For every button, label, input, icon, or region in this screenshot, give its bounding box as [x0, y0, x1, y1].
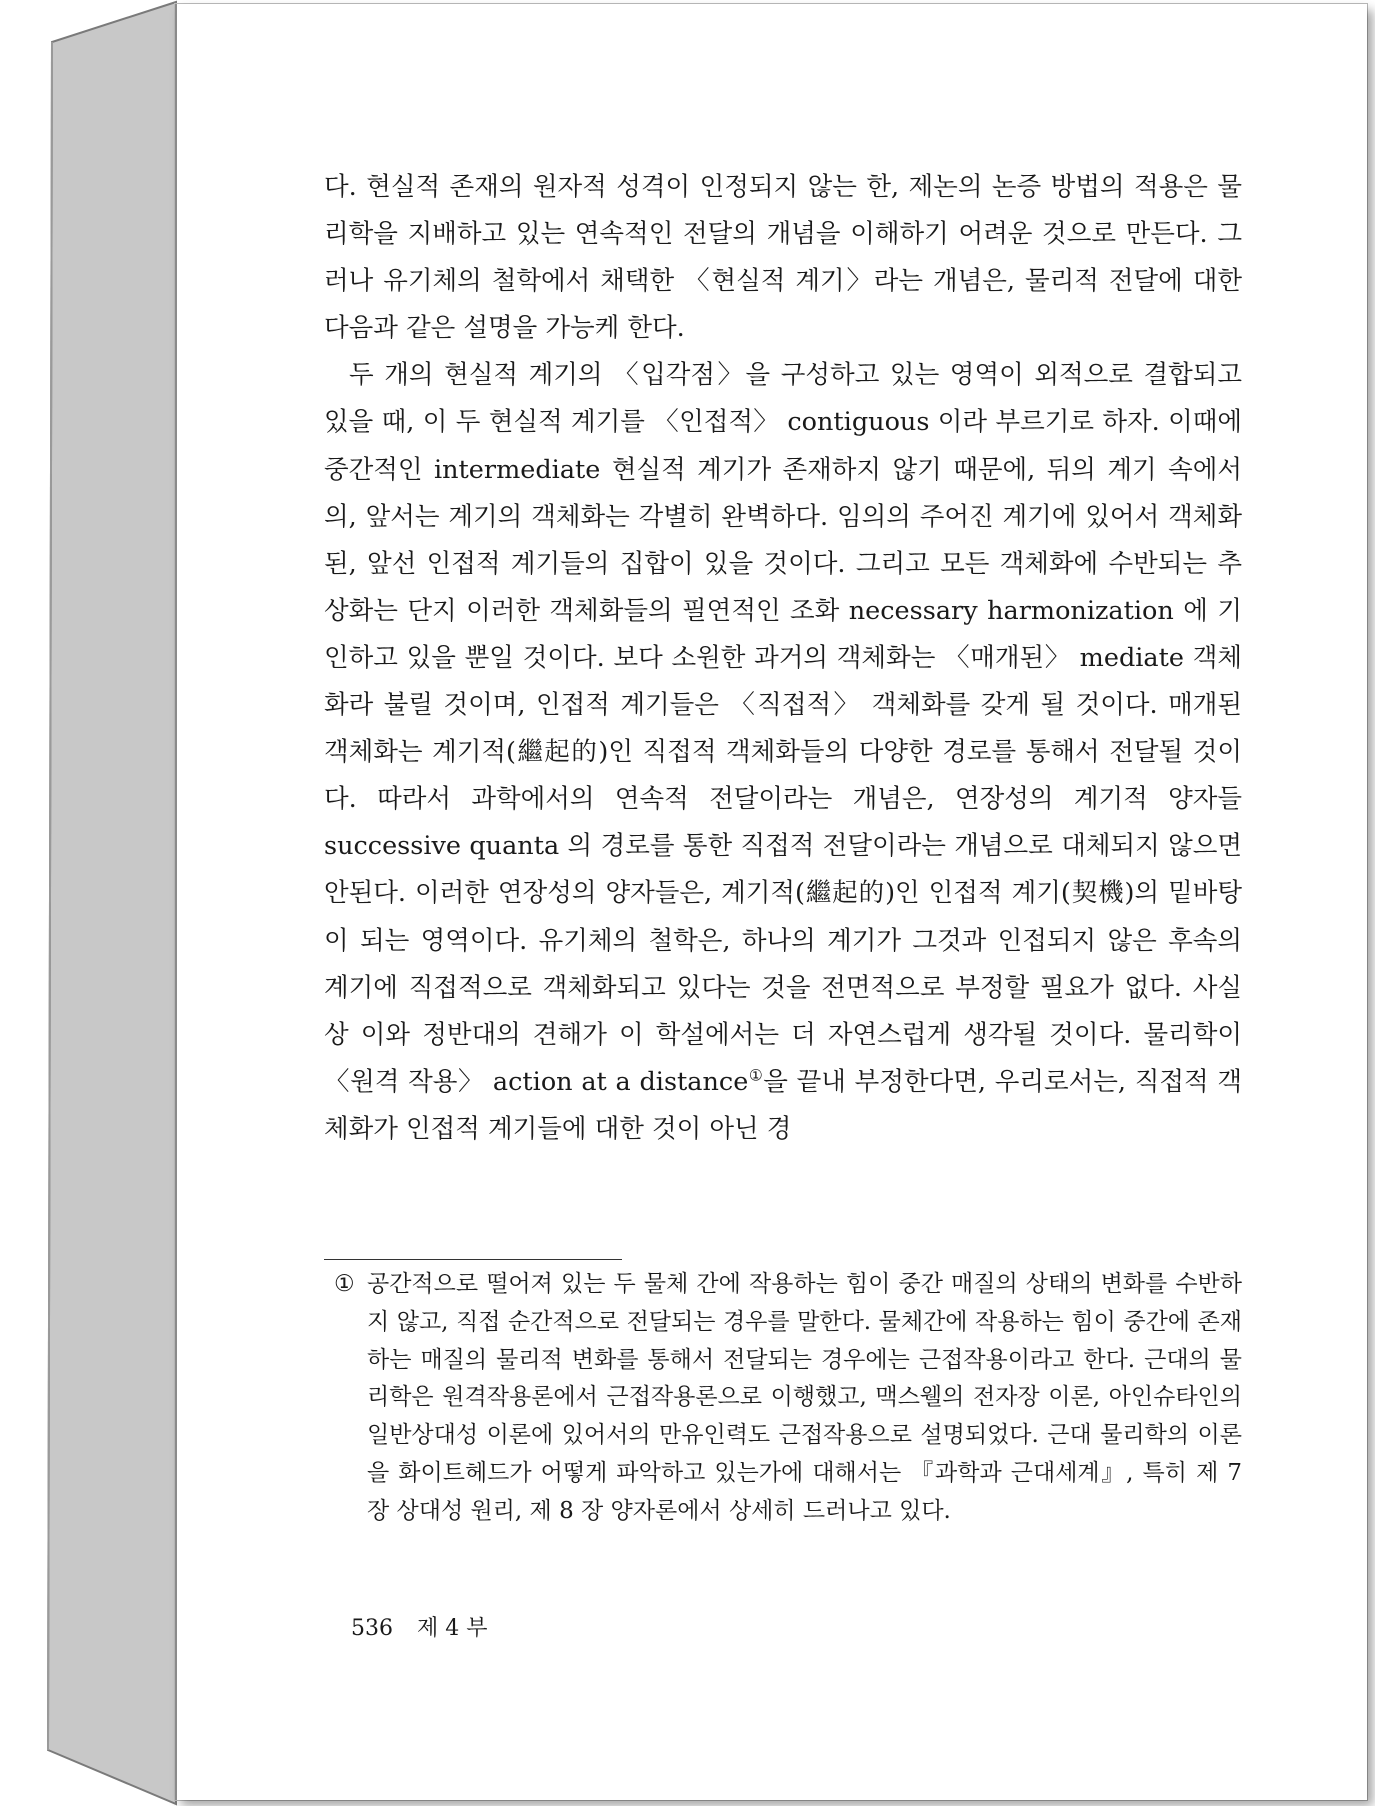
- footnote-text: 공간적으로 떨어져 있는 두 물체 간에 작용하는 힘이 중간 매질의 상태의 변화를 수반하지 않고, 직접 순간적으로 전달되는 경우를 말한다. 물체간에 작용하는 힘이 중간에 존재하는 매질의 물리적 변화를 통해서 전달되는 경우에는 근접작용이라고 한다. 근대의 물리학은 원격작용론에서 근접작용론으로 이행했고, 맥스웰의 전자장 이론, 아인슈타인의 일반상대성 이론에 있어서의 만유인력도 근접작용으로 설명되었다. 근대 물리학의 이론을 화이트헤드가 어떻게 파악하고 있는가에 대해서는 『과학과 근대세계』, 특히 제 7 장 상대성 원리, 제 8 장 양자론에서 상세히 드러나고 있다.: [367, 1271, 1242, 1524]
- page-footer: [351, 1611, 488, 1642]
- footnote-marker: ①: [334, 1271, 355, 1297]
- body-text: [324, 164, 1242, 1153]
- page-number: 536: [351, 1616, 393, 1641]
- paragraph-2: [324, 352, 1242, 1153]
- book-page: [175, 4, 1367, 1800]
- paragraph-1: 다. 현실적 존재의 원자적 성격이 인정되지 않는 한, 제논의 논증 방법의 적용은 물리학을 지배하고 있는 연속적인 전달의 개념을 이해하기 어려운 것으로 만든다. 그러나 유기체의 철학에서 채택한 〈현실적 계기〉라는 개념은, 물리적 전달에 대한 다음과 같은 설명을 가능케 한다.: [324, 172, 1242, 344]
- footnote-divider: [324, 1259, 622, 1260]
- part-label: 제 4 부: [417, 1616, 488, 1641]
- footnote-reference[interactable]: ①: [748, 1066, 764, 1085]
- book-spine: [0, 0, 180, 1806]
- paragraph-2-text: 두 개의 현실적 계기의 〈입각점〉을 구성하고 있는 영역이 외적으로 결합되고 있을 때, 이 두 현실적 계기를 〈인접적〉 contiguous 이라 부르기로 하자. 이때에 중간적인 intermediate 현실적 계기가 존재하지 않기 때문에, 뒤의 계기 속에서의, 앞서는 계기의 객체화는 각별히 완벽하다. 임의의 주어진 계기에 있어서 객체화된, 앞선 인접적 계기들의 집합이 있을 것이다. 그리고 모든 객체화에 수반되는 추상화는 단지 이러한 객체화들의 필연적인 조화 necessary harmonization 에 기인하고 있을 뿐일 것이다. 보다 소원한 과거의 객체화는 〈매개된〉 mediate 객체화라 불릴 것이며, 인접적 계기들은 〈직접적〉 객체화를 갖게 될 것이다. 매개된 객체화는 계기적(繼起的)인 직접적 객체화들의 다양한 경로를 통해서 전달될 것이다. 따라서 과학에서의 연속적 전달이라는 개념은, 연장성의 계기적 양자들 successive quanta 의 경로를 통한 직접적 전달이라는 개념으로 대체되지 않으면 안된다. 이러한 연장성의 양자들은, 계기적(繼起的)인 인접적 계기(契機)의 밑바탕이 되는 영역이다. 유기체의 철학은, 하나의 계기가 그것과 인접되지 않은 후속의 계기에 직접적으로 객체화되고 있다는 것을 전면적으로 부정할 필요가 없다. 사실상 이와 정반대의 견해가 이 학설에서는 더 자연스럽게 생각될 것이다. 물리학이 〈원격 작용〉 action at a distance: [324, 360, 1242, 1097]
- paragraph-2-continuation: 을 끝내 부정한다면, 우리로서는, 직접적 객체화가 인접적 계기들에 대한 것이 아닌 경: [324, 1066, 1242, 1144]
- footnote: [324, 1266, 1242, 1531]
